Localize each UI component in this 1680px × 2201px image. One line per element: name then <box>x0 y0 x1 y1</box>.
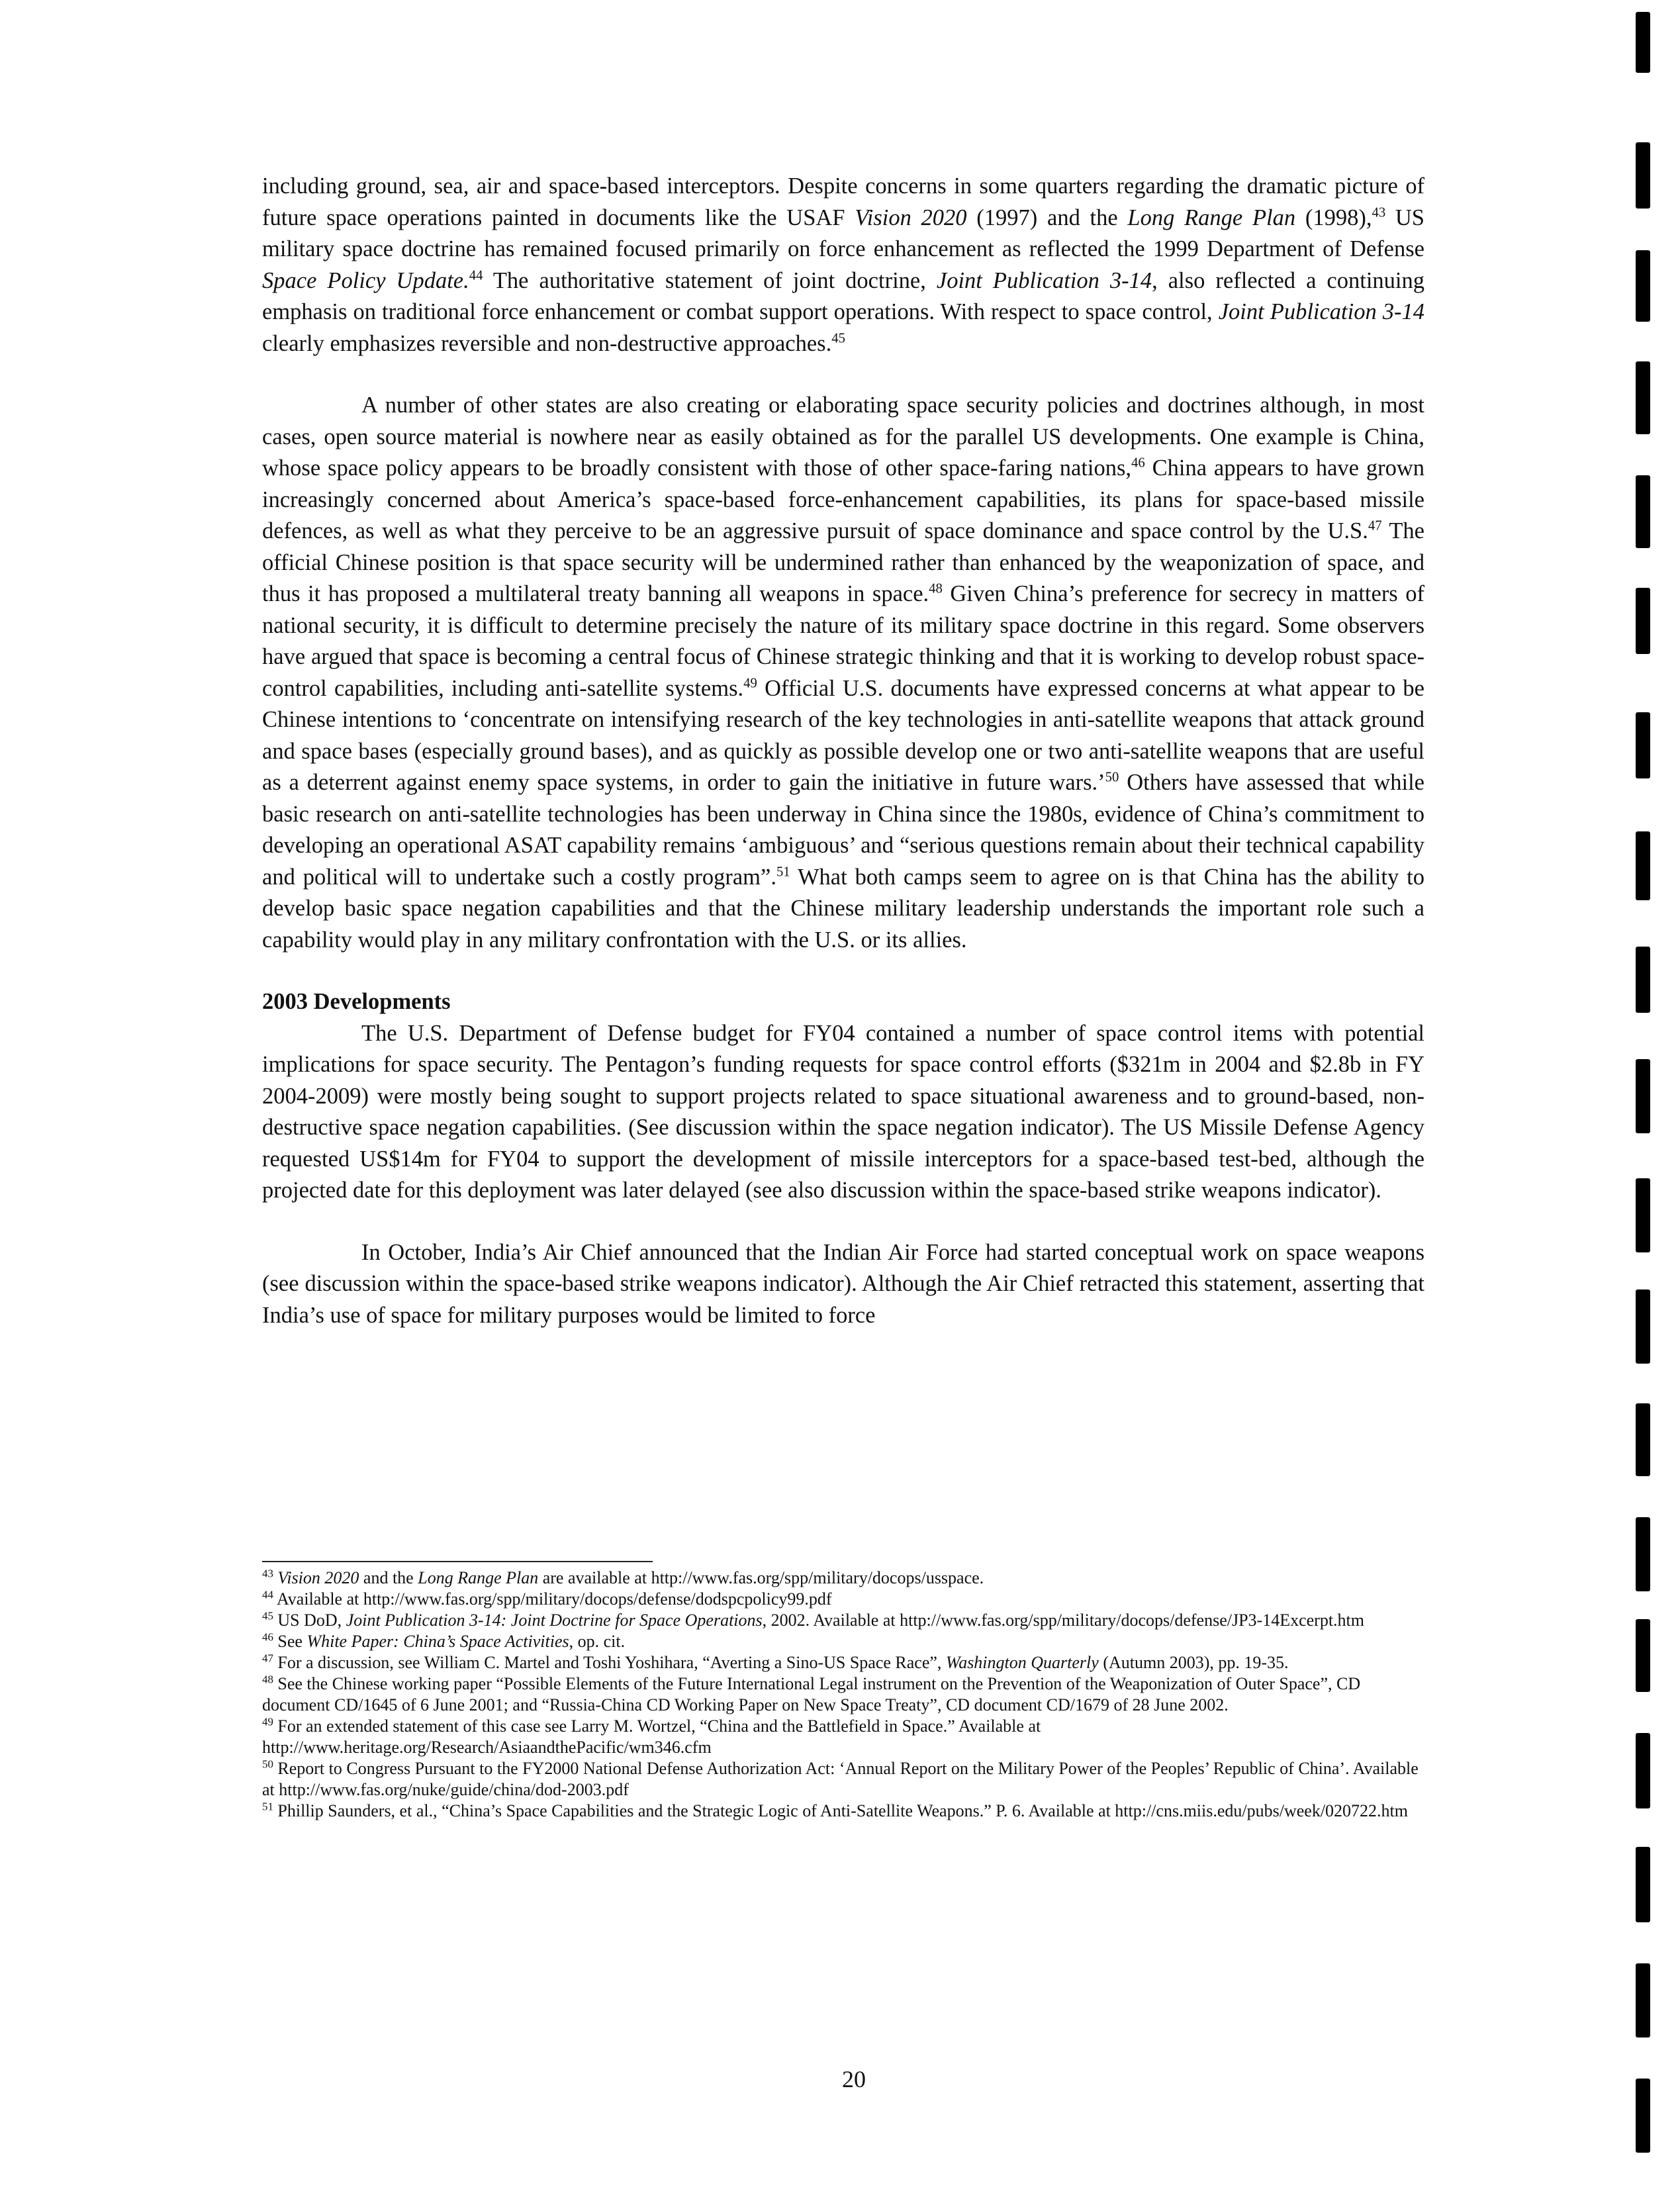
text-run: China appears to have grown increasingly concerned about America’s space-based force-enhancement capabilities, its plans for space-based missile defences, as well as what they perceive to be an aggressive pursuit of space dominance and space control by the U.S. <box>262 455 1424 543</box>
footnote-ref: 48 <box>929 581 943 596</box>
footnote-ref: 45 <box>262 1609 273 1622</box>
scan-registration-mark <box>1636 947 1650 1013</box>
text-run: The official Chinese position is that space security will be undermined rather than enhanced by the weaponization of space, and thus it has proposed a multilateral treaty banning all weapons in space. <box>262 518 1425 606</box>
text-run: including ground, sea, air and space-based interceptors. Despite concerns in some quarters regarding the dramatic picture of future space operations painted in documents like the USAF <box>262 173 1424 230</box>
text-run: and the <box>359 1568 418 1587</box>
main-text <box>262 171 1424 1331</box>
paragraph-us-dod-budget <box>262 1018 1424 1207</box>
footnote-ref: 43 <box>262 1567 273 1580</box>
footnote <box>262 1673 1424 1716</box>
text-run: Others have assessed that while basic research on anti-satellite technologies has been underway in China since the 1980s, evidence of China’s commitment to developing an operational ASAT capability remains ‘ambiguous’ and “serious questions remain about their technical capability and political will to undertake such a costly program”. <box>262 770 1424 890</box>
scan-registration-mark <box>1636 361 1650 434</box>
paragraph-china-space-policy <box>262 390 1424 956</box>
scan-registration-mark <box>1636 831 1650 900</box>
scan-registration-mark <box>1636 1403 1650 1476</box>
text-run: (Autumn 2003), pp. 19-35. <box>1098 1653 1289 1672</box>
footnote <box>262 1652 1424 1673</box>
text-run: Official U.S. documents have expressed concerns at what appear to be Chinese intentions to ‘concentrate on intensifying research of the key technologies in anti-satellite weapons that attack ground and space bases (especially ground bases), and as quickly as possible develop one or two anti-satellite weapons that are useful as a deterrent against enemy space systems, in order to gain the initiative in future wars.’ <box>262 675 1424 795</box>
footnote-separator <box>262 1561 653 1562</box>
italic-text: Vision 2020 <box>855 205 967 230</box>
italic-text: White Paper: China’s Space Activities <box>306 1632 569 1651</box>
section-heading: 2003 Developments <box>262 989 451 1014</box>
scan-registration-mark <box>1636 142 1650 209</box>
paragraph-india-air-chief <box>262 1237 1424 1332</box>
italic-text: Space Policy Update. <box>262 267 469 293</box>
text-run: In October, India’s Air Chief announced that the Indian Air Force had started conceptual work on space weapons (see discussion within the space-based strike weapons indicator). Although the Air Chief retracted this statement, asserting that India’s use of space for military purposes would be limited to force <box>262 1239 1424 1328</box>
scan-registration-mark <box>1636 712 1650 778</box>
scan-registration-mark <box>1636 12 1650 73</box>
text-run: See <box>273 1632 307 1651</box>
footnote <box>262 1610 1424 1631</box>
footnotes <box>262 1568 1424 1822</box>
text-run: Given China’s preference for secrecy in matters of national security, it is difficult to determine precisely the nature of its military space doctrine in this regard. Some observers have argued that space is becoming a central focus of Chinese strategic thinking and that it is working to develop robust space-control capabilities, including anti-satellite systems. <box>262 581 1424 701</box>
scan-registration-mark <box>1636 475 1650 548</box>
footnote-ref: 49 <box>743 676 757 690</box>
text-run: The U.S. Department of Defense budget for FY04 contained a number of space control items with potential implications for space security. The Pentagon’s funding requests for space control efforts ($321m in 2004 and $2.8b in FY 2004-2009) were mostly being sought to support projects related to space situational awareness and to ground-based, non-destructive space negation capabilities. (See discussion within the space negation indicator). The US Missile Defense Agency requested US$14m for FY04 to support the development of missile interceptors for a space-based test-bed, although the projected date for this deployment was later delayed (see also discussion within the space-based strike weapons indicator). <box>262 1020 1424 1203</box>
footnote <box>262 1758 1424 1801</box>
text-run: A number of other states are also creating or elaborating space security policies and doctrines although, in most cases, open source material is nowhere near as easily obtained as for the parallel US developments. One example is China, whose space policy appears to be broadly consistent with those of other space-faring nations, <box>262 393 1424 481</box>
scan-registration-mark <box>1636 1289 1650 1364</box>
italic-text: Joint Publication 3-14 <box>936 267 1152 293</box>
text-run: , also reflected a continuing emphasis on traditional force enhancement or combat support operations. With respect to space control, <box>262 267 1424 324</box>
scan-registration-mark <box>1636 1059 1650 1133</box>
page-number: 20 <box>842 2066 866 2092</box>
text-run: , 2002. Available at http://www.fas.org/spp/military/docops/defense/JP3-14Excerpt.htm <box>762 1611 1365 1630</box>
scan-registration-mark <box>1636 250 1650 322</box>
scan-registration-mark <box>1636 588 1650 654</box>
footnote-ref: 48 <box>262 1673 273 1686</box>
footnote-ref: 47 <box>262 1652 273 1665</box>
footnote <box>262 1716 1424 1758</box>
footnote-ref: 51 <box>776 865 790 879</box>
italic-text: Long Range Plan <box>1127 205 1296 230</box>
footnote-ref: 50 <box>262 1757 273 1771</box>
footnote-ref: 46 <box>262 1630 273 1644</box>
scan-registration-mark <box>1636 1847 1650 1922</box>
scan-registration-mark <box>1636 1733 1650 1808</box>
scan-registration-mark <box>1636 1619 1650 1692</box>
italic-text: Joint Publication 3-14 <box>1218 299 1425 324</box>
footnote-ref: 51 <box>262 1800 273 1813</box>
text-run: US military space doctrine has remained focused primarily on force enhancement as reflected the 1999 Department of Defense <box>262 205 1424 261</box>
scan-registration-mark <box>1636 1178 1650 1252</box>
text-run: , op. cit. <box>569 1632 626 1651</box>
text-run: Phillip Saunders, et al., “China’s Space Capabilities and the Strategic Logic of Anti-Satellite Weapons.” P. 6. Available at http://cns.miis.edu/pubs/week/020722.htm <box>273 1801 1408 1820</box>
text-run: Report to Congress Pursuant to the FY2000 National Defense Authorization Act: ‘Annual Report on the Military Power of the Peoples’ Republic of China’. Available at http://www.fas.org/nuke/guide/china/dod-2003.pdf <box>262 1759 1419 1799</box>
italic-text: Joint Publication 3-14: Joint Doctrine for Space Operations <box>346 1611 763 1630</box>
text-run: (1998), <box>1295 205 1372 230</box>
text-run: Available at http://www.fas.org/spp/military/docops/defense/dodspcpolicy99.pdf <box>273 1589 832 1609</box>
italic-text: Vision 2020 <box>277 1568 359 1587</box>
italic-text: Long Range Plan <box>418 1568 539 1587</box>
footnote-ref: 44 <box>469 268 483 283</box>
text-run: What both camps seem to agree on is that China has the ability to develop basic space negation capabilities and that the Chinese military leadership understands the important role such a capability would play in any military confrontation with the U.S. or its allies. <box>262 864 1425 953</box>
italic-text: Washington Quarterly <box>945 1653 1099 1672</box>
footnote-ref: 46 <box>1131 455 1145 471</box>
scan-registration-mark <box>1636 1517 1650 1591</box>
paragraph-missile-defence-doctrine <box>262 171 1424 359</box>
text-run: (1997) and the <box>966 205 1128 230</box>
footnote-ref: 43 <box>1372 205 1386 220</box>
text-run: are available at http://www.fas.org/spp/military/docops/usspace. <box>538 1568 984 1587</box>
text-run: For an extended statement of this case see Larry M. Wortzel, “China and the Battlefield in Space.” Available at http://www.heritage.org/Research/AsiaandthePacific/wm346.cfm <box>262 1716 1041 1757</box>
footnote <box>262 1589 1424 1610</box>
footnote <box>262 1801 1424 1822</box>
footnote-ref: 50 <box>1105 770 1119 785</box>
footnote-ref: 47 <box>1368 518 1382 534</box>
text-run: The authoritative statement of joint doctrine, <box>483 267 937 293</box>
text-run: US DoD, <box>273 1611 346 1630</box>
footnote-ref: 49 <box>262 1715 273 1728</box>
scan-registration-mark <box>1636 2079 1650 2153</box>
text-run: See the Chinese working paper “Possible Elements of the Future International Legal instrument on the Prevention of the Weaponization of Outer Space”, CD document CD/1645 of 6 June 2001; and “Russia-China CD Working Paper on New Space Treaty”, CD document CD/1679 of 28 June 2002. <box>262 1674 1361 1714</box>
footnote-ref: 45 <box>831 331 845 346</box>
footnote <box>262 1631 1424 1652</box>
footnote <box>262 1568 1424 1589</box>
text-run: clearly emphasizes reversible and non-destructive approaches. <box>262 330 832 356</box>
footnote-ref: 44 <box>262 1588 273 1601</box>
scan-registration-mark <box>1636 1963 1650 2037</box>
text-run: For a discussion, see William C. Martel and Toshi Yoshihara, “Averting a Sino-US Space Race”, <box>273 1653 946 1672</box>
